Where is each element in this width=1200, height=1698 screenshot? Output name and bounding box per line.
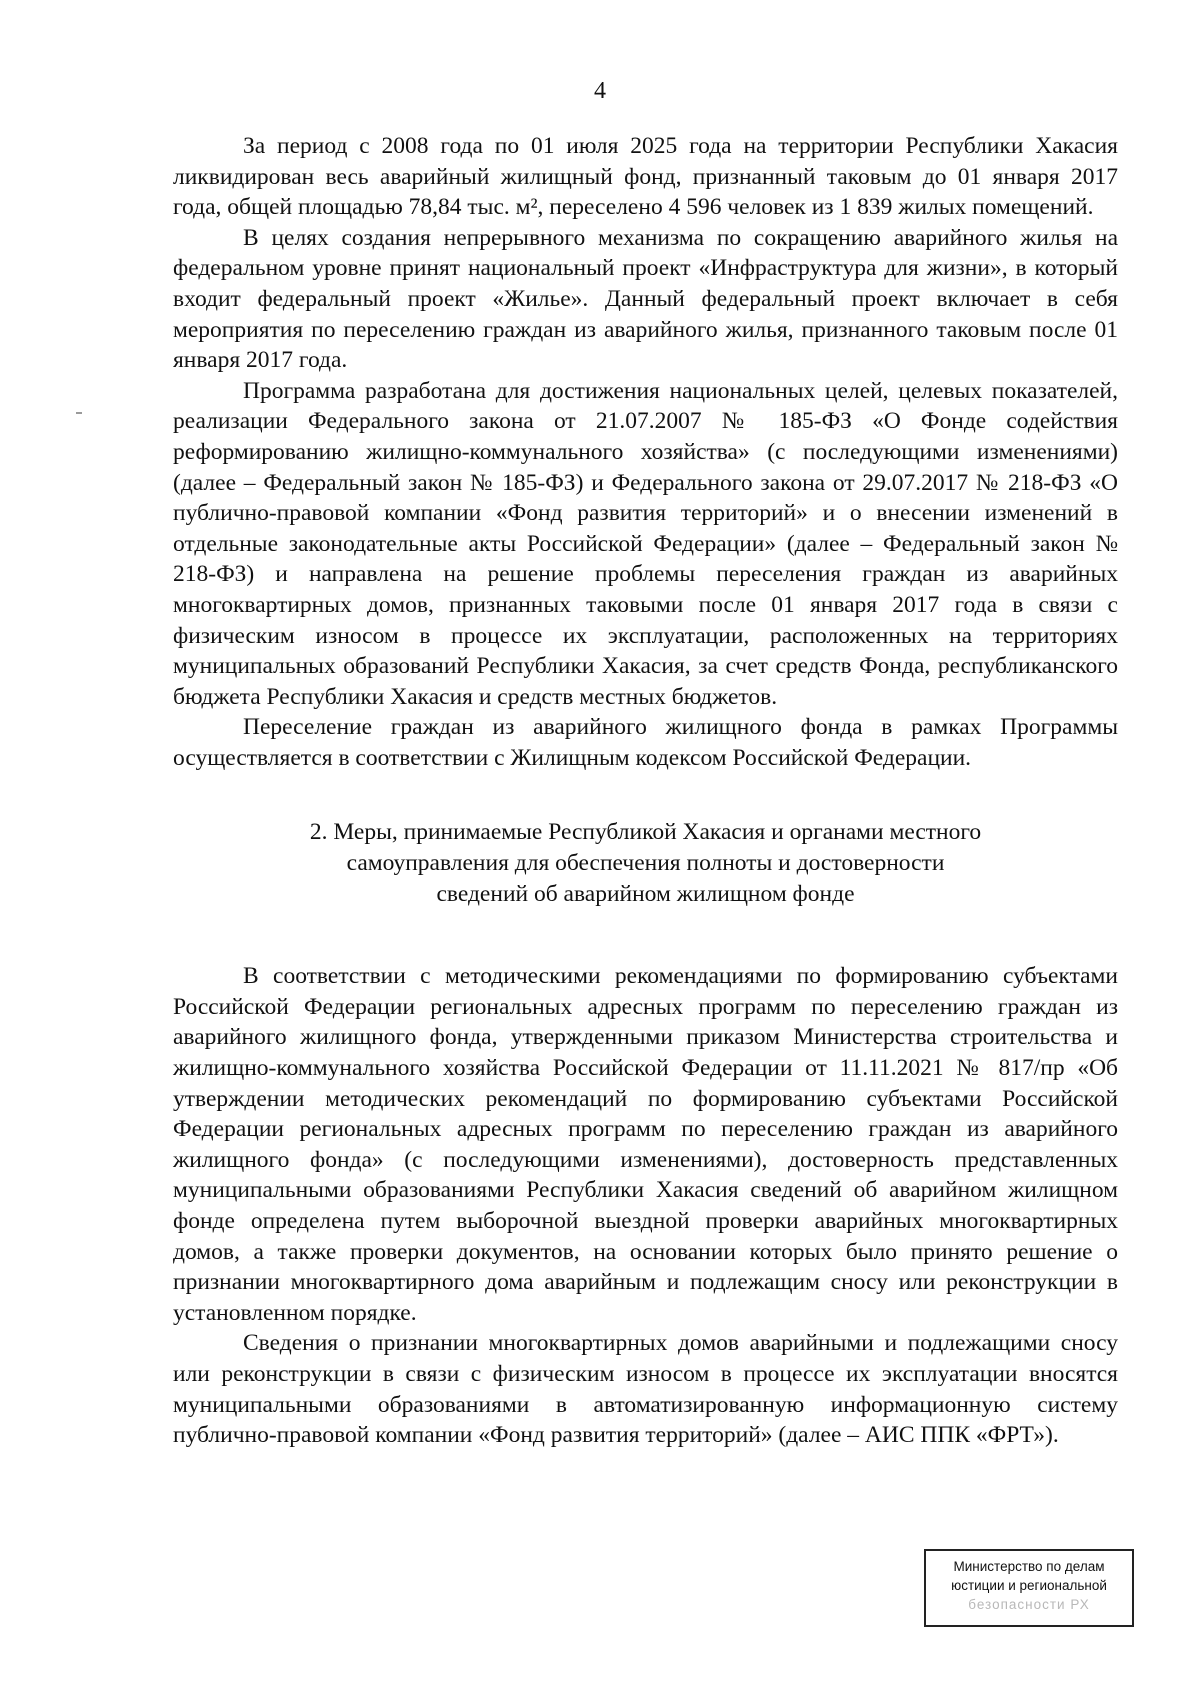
paragraph-ais-frt: Сведения о признании многоквартирных домов аварийными и подлежащими сносу или реконструкции в связи с физическим износом в процессе их эксплуатации вносятся муниципальными образованиями в автоматизированную информационную систему публично-правовой компании «Фонд развития территорий» (далее – АИС ППК «ФРТ»).: [173, 1330, 1118, 1449]
paragraph-housing-code: Переселение граждан из аварийного жилищного фонда в рамках Программы осуществляется в соответствии с Жилищным кодексом Российской Федерации.: [173, 714, 1118, 771]
document-body: [173, 131, 1118, 1451]
page-number: 4: [594, 78, 606, 104]
stamp-line: юстиции и региональной: [951, 1578, 1107, 1593]
stamp-line: Министерство по делам: [953, 1559, 1105, 1574]
section-heading-line: сведений об аварийном жилищном фонде: [436, 880, 855, 907]
section-heading-line: 2. Меры, принимаемые Республикой Хакасия и органами местного: [309, 819, 982, 846]
paragraph-methodical-recommendations: В соответствии с методическими рекомендациями по формированию субъектами Российской Федерации региональных адресных программ по переселению граждан из аварийного жилищного фонда, утвержденными приказом Министерства строительства и жилищно-коммунального хозяйства Российской Федерации от 11.11.2021 № 817/пр «Об утверждении методических рекомендаций по формированию субъектами Российской Федерации региональных адресных программ по переселению граждан из аварийного жилищного фонда» (с последующими изменениями), достоверность представленных муниципальными образованиями Республики Хакасия сведений об аварийном жилищном фонде определена путем выборочной выездной проверки аварийных многоквартирных домов, а также проверки документов, на основании которых было принято решение о признании многоквартирного дома аварийным и подлежащим сносу или реконструкции в установленном порядке.: [173, 963, 1118, 1326]
ministry-stamp: [924, 1549, 1134, 1627]
scan-speck: [76, 412, 82, 414]
section-heading-line: самоуправления для обеспечения полноты и достоверности: [346, 850, 945, 877]
stamp-line: безопасности РХ: [968, 1597, 1090, 1612]
paragraph-national-project: В целях создания непрерывного механизма по сокращению аварийного жилья на федеральном уровне принят национальный проект «Инфраструктура для жизни», в который входит федеральный проект «Жилье». Данный федеральный проект включает в себя мероприятия по переселению граждан из аварийного жилья, признанного таковым после 01 января 2017 года.: [173, 224, 1118, 374]
section-heading: [173, 817, 1118, 909]
paragraph-program-purpose: Программа разработана для достижения национальных целей, целевых показателей, реализации Федерального закона от 21.07.2007 № 185-ФЗ «О Фонде содействия реформированию жилищно-коммунального хозяйства» (с последующими изменениями) (далее – Федеральный закон № 185-ФЗ) и Федерального закона от 29.07.2017 № 218-ФЗ «О публично-правовой компании «Фонд развития территорий» и о внесении изменений в отдельные законодательные акты Российской Федерации» (далее – Федеральный закон № 218-ФЗ) и направлена на решение проблемы переселения граждан из аварийных многоквартирных домов, признанных таковыми после 01 января 2017 года в связи с физическим износом в процессе их эксплуатации, расположенных на территориях муниципальных образований Республики Хакасия, за счет средств Фонда, республиканского бюджета Республики Хакасия и средств местных бюджетов.: [173, 377, 1118, 710]
paragraph-resettlement-results: За период с 2008 года по 01 июля 2025 года на территории Республики Хакасия ликвидирован весь аварийный жилищный фонд, признанный таковым до 01 января 2017 года, общей площадью 78,84 тыс. м², переселено 4 596 человек из 1 839 жилых помещений.: [173, 133, 1118, 221]
